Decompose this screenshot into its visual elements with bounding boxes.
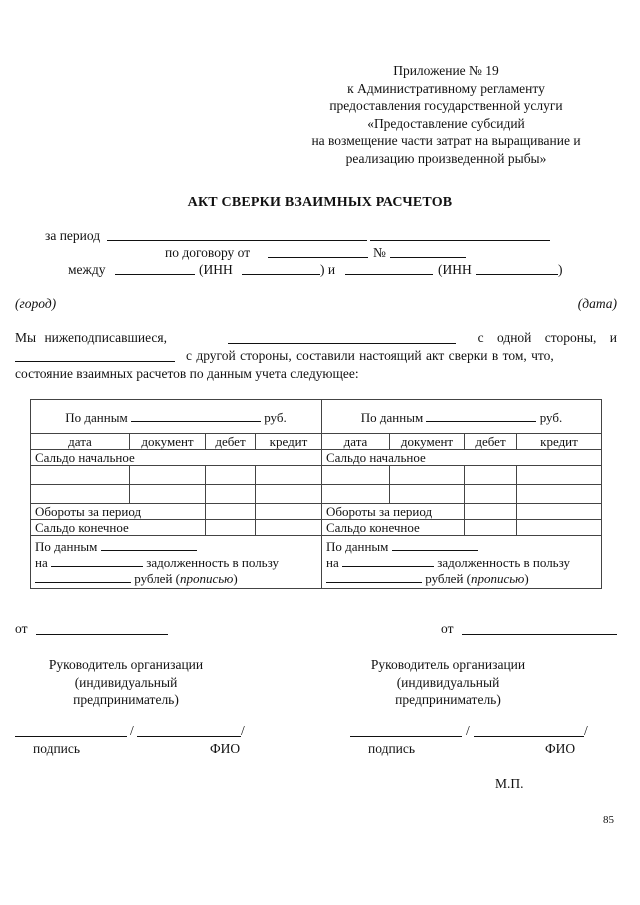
slash: / [466,723,470,738]
left-balance-summary: По данным на задолженность в пользу рублей (прописью) [31,536,322,589]
from-field-right[interactable] [462,634,617,635]
left-signatory: Руководитель организации (индивидуальный предприниматель) [48,657,204,707]
contract-date-field[interactable] [268,257,368,258]
col-date: дата [322,434,390,450]
party-a-field[interactable] [228,343,456,344]
inn2-field[interactable] [476,274,558,275]
opening-balance-label: Сальдо начальное [322,450,602,466]
table-cell[interactable] [322,466,390,485]
col-document: документ [130,434,206,450]
slash: / [130,723,134,738]
from-label-right: от [441,621,454,636]
left-party-header: По данным руб. [31,400,322,434]
right-party-name-field[interactable] [426,409,536,422]
col-credit: кредит [517,434,602,450]
header-line: Приложение № 19 [393,63,499,78]
page-number: 85 [603,814,614,826]
table-cell[interactable] [465,504,517,520]
table-cell[interactable] [517,485,602,504]
col-date: дата [31,434,130,450]
table-cell[interactable] [465,485,517,504]
contract-number-field[interactable] [390,257,466,258]
period-label: за период [45,228,101,243]
table-cell[interactable] [31,485,130,504]
table-cell[interactable] [465,520,517,536]
inn-label-1: (ИНН [199,262,233,277]
header-line: к Административному регламенту [347,80,545,96]
and-label: ) и [320,262,336,277]
right-party-header: По данным руб. [322,400,602,434]
col-credit: кредит [256,434,322,450]
table-cell[interactable] [517,504,602,520]
closing-balance-label: Сальдо конечное [31,520,206,536]
table-cell[interactable] [390,485,465,504]
table-cell[interactable] [206,466,256,485]
number-sign: № [373,245,386,260]
left-party-name-field[interactable] [131,409,261,422]
from-label-left: от [15,621,28,636]
closing-balance-row [31,520,602,536]
period-field-2[interactable] [370,240,550,241]
period-field-1[interactable] [107,240,367,241]
left-name-caption: ФИО [210,741,241,756]
table-cell[interactable] [206,504,256,520]
date-label: (дата) [577,296,617,311]
header-line: «Предоставление субсидий [367,115,525,131]
party-b-field[interactable] [15,361,175,362]
stamp-place: М.П. [495,776,524,791]
opening-balance-label: Сальдо начальное [31,450,322,466]
contract-label: по договору от [165,245,251,260]
summary-amount-field[interactable] [326,570,422,583]
table-row [31,485,602,504]
table-row [31,466,602,485]
col-document: документ [390,434,465,450]
table-cell[interactable] [517,520,602,536]
appendix-header [280,62,612,167]
table-cell[interactable] [256,504,322,520]
header-line: реализацию произведенной рыбы» [345,150,547,166]
slash: / [584,723,588,738]
party1-field[interactable] [115,274,195,275]
col-debit: дебет [465,434,517,450]
balance-summary-row [31,536,602,589]
inn1-field[interactable] [242,274,320,275]
table-cell[interactable] [206,520,256,536]
column-header-row [31,434,602,450]
table-cell[interactable] [256,520,322,536]
header-line: на возмещение части затрат на выращивание и [311,133,581,148]
left-name-field[interactable] [137,736,241,737]
table-cell[interactable] [390,466,465,485]
party2-field[interactable] [345,274,433,275]
summary-date-field[interactable] [101,538,197,551]
close-paren: ) [558,262,563,277]
table-cell[interactable] [130,466,206,485]
closing-balance-label: Сальдо конечное [322,520,465,536]
between-label: между [68,262,106,277]
left-signature-caption: подпись [33,741,81,756]
from-field-left[interactable] [36,634,168,635]
right-signatory: Руководитель организации (индивидуальный предприниматель) [370,657,526,707]
table-cell[interactable] [322,485,390,504]
summary-date2-field[interactable] [51,554,143,567]
turnover-label: Обороты за период [322,504,465,520]
table-cell[interactable] [465,466,517,485]
table-cell[interactable] [130,485,206,504]
table-cell[interactable] [517,466,602,485]
city-label: (город) [15,296,57,311]
right-balance-summary: По данным на задолженность в пользу рублей (прописью) [322,536,602,589]
intro-start: Мы нижеподписавшиеся, [15,330,167,345]
turnover-row [31,504,602,520]
intro-end: с одной стороны, и [477,330,617,345]
table-cell[interactable] [256,466,322,485]
right-signature-caption: подпись [368,741,416,756]
intro-line3: состояние взаимных расчетов по данным учета следующее: [15,366,359,381]
right-signature-field[interactable] [350,736,462,737]
col-debit: дебет [206,434,256,450]
reconciliation-table [30,399,602,589]
left-signature-field[interactable] [15,736,127,737]
right-name-caption: ФИО [545,741,576,756]
intro-line2: с другой стороны, составили настоящий акт сверки в том, что, [186,348,554,363]
document-title: АКТ СВЕРКИ ВЗАИМНЫХ РАСЧЕТОВ [187,195,453,210]
slash: / [241,723,245,738]
summary-date2-field[interactable] [342,554,434,567]
table-cell[interactable] [31,466,130,485]
opening-balance-row [31,450,602,466]
summary-date-field[interactable] [392,538,478,551]
table-cell[interactable] [206,485,256,504]
inn-label-2: (ИНН [438,262,472,277]
summary-amount-field[interactable] [35,570,131,583]
turnover-label: Обороты за период [31,504,206,520]
header-line: предоставления государственной услуги [329,98,563,113]
right-name-field[interactable] [474,736,584,737]
table-cell[interactable] [256,485,322,504]
